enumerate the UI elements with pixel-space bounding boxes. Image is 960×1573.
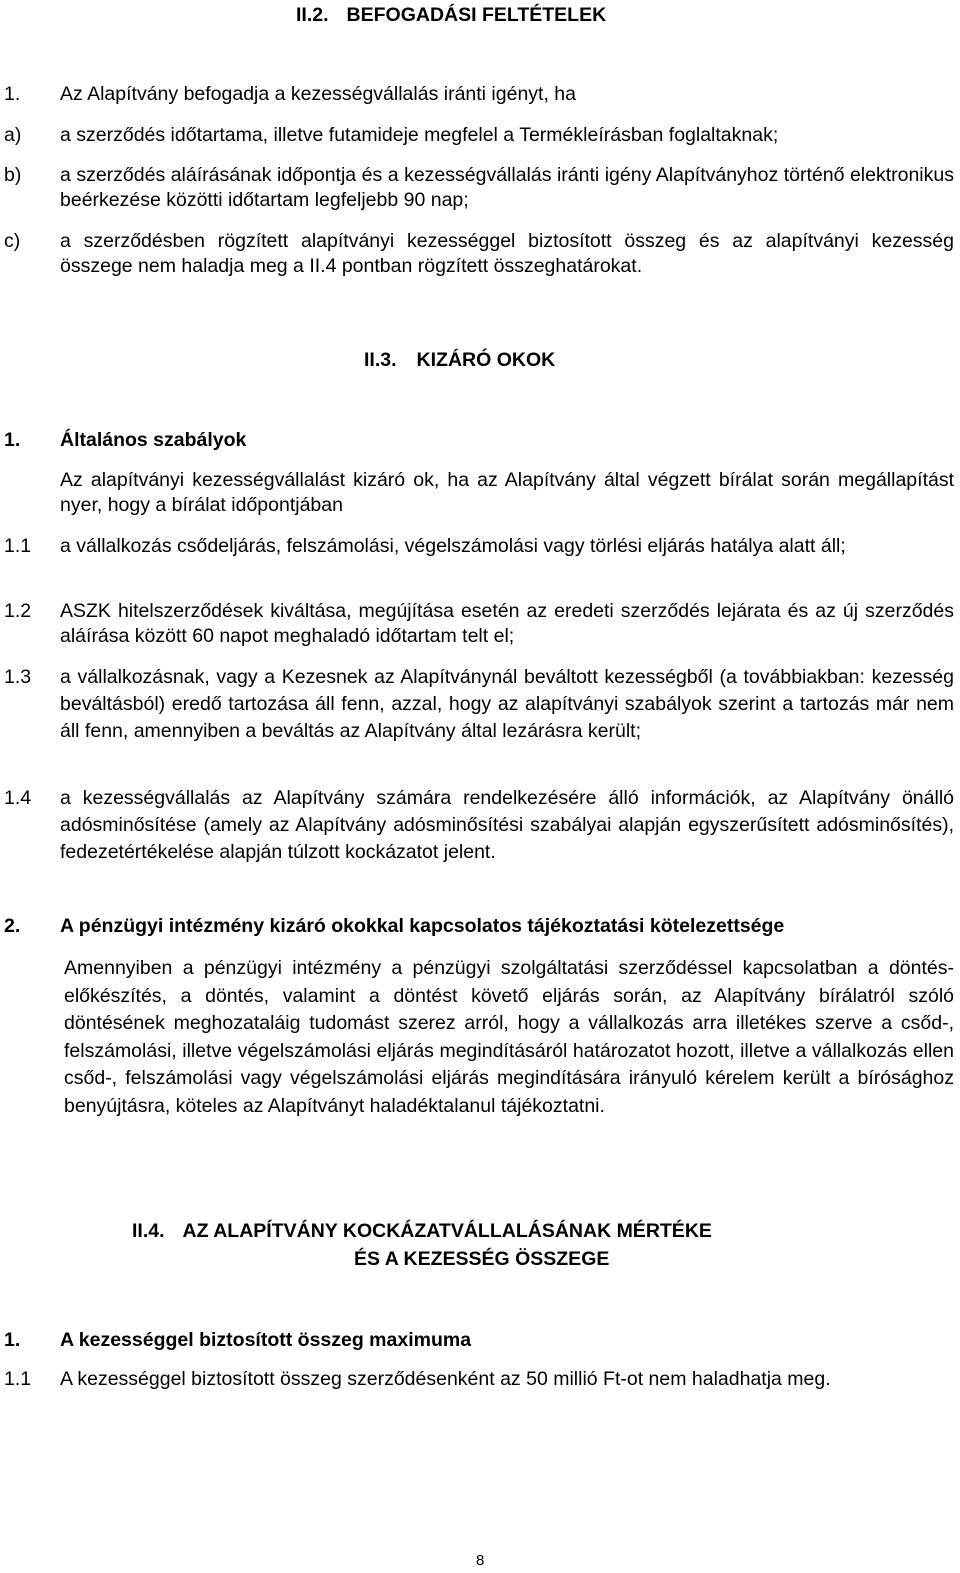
item-label: 1.2	[4, 600, 32, 622]
rule-item-1-1	[4, 534, 954, 559]
section-title: AZ ALAPÍTVÁNY KOCKÁZATVÁLLALÁSÁNAK MÉRTÉKE	[182, 1220, 712, 1242]
condition-c	[4, 229, 954, 279]
item-text: a vállalkozásnak, vagy a Kezesnek az Alapítványnál beváltott kezességből (a továbbiakban: kezesség beváltásból) eredő tartozása áll fenn, azzal, hogy az alapítványi szabályok szerint a tartozás már nem áll fenn, amennyiben a beváltás az Alapítvány által lezárásra került;	[60, 666, 954, 742]
general-rules-intro: Az alapítványi kezességvállalást kizáró ok, ha az Alapítvány által végzett bírálat során megállapítást nyer, hogy a bírálat időpontjában	[60, 469, 954, 516]
item-text: a kezességvállalás az Alapítvány számára rendelkezésére álló információk, az Alapítvány önálló adósminősítése (amely az Alapítvány adósminősítési szabályai alapján egyszerűsített adósminősítés), fedezetértékelése alapján túlzott kockázatot jelent.	[60, 787, 954, 863]
section-heading-2-3	[364, 348, 954, 373]
section-number: II.3.	[364, 349, 397, 371]
item-text: a szerződés aláírásának időpontja és a kezességvállalás iránti igény Alapítványhoz történő elektronikus beérkezése közötti időtartam legfeljebb 90 nap;	[60, 164, 954, 211]
subsection-info-obligation	[4, 914, 954, 939]
item-label: 1.3	[4, 666, 32, 688]
item-text: ASZK hitelszerződések kiváltása, megújítása esetén az eredeti szerződés lejárata és az új szerződés aláírása között 60 napot meghaladó időtartam telt el;	[60, 600, 954, 647]
page-number: 8	[476, 1552, 485, 1569]
item-label: 2.	[4, 915, 21, 937]
item-label: 1.	[4, 83, 21, 105]
section-title-line2: ÉS A KEZESSÉG ÖSSZEGE	[354, 1248, 610, 1270]
maximum-item-1-1	[4, 1367, 954, 1392]
item-text: a vállalkozás csődeljárás, felszámolási, végelszámolási vagy törlési eljárás hatálya alatt áll;	[60, 535, 846, 557]
subsection-maximum	[4, 1328, 954, 1353]
subsection-title: A pénzügyi intézmény kizáró okokkal kapcsolatos tájékoztatási kötelezettsége	[60, 915, 785, 937]
condition-b	[4, 163, 954, 213]
item-label: a)	[4, 124, 22, 146]
intro-item	[4, 82, 954, 107]
item-label: 1.	[4, 429, 21, 451]
section-heading-2-4	[132, 1219, 954, 1244]
item-label: b)	[4, 164, 22, 186]
item-text: a szerződésben rögzített alapítványi kezességgel biztosított összeg és az alapítványi kezesség összege nem haladja meg a II.4 pontban rögzített összeghatárokat.	[60, 230, 954, 277]
item-label: 1.1	[4, 1368, 32, 1390]
section-number: II.4.	[132, 1220, 165, 1242]
condition-a	[4, 123, 954, 148]
subsection-title: Általános szabályok	[60, 429, 247, 451]
item-label: 1.	[4, 1329, 21, 1351]
subsection-general-rules	[4, 428, 954, 453]
item-text: Az Alapítvány befogadja a kezességvállalás iránti igényt, ha	[60, 83, 576, 105]
subsection-title: A kezességgel biztosított összeg maximuma	[60, 1329, 472, 1351]
section-title: KIZÁRÓ OKOK	[416, 349, 556, 371]
section-title: BEFOGADÁSI FELTÉTELEK	[346, 4, 607, 26]
item-text: A kezességgel biztosított összeg szerződésenként az 50 millió Ft-ot nem haladhatja meg.	[60, 1368, 831, 1390]
item-label: c)	[4, 230, 21, 252]
item-label: 1.1	[4, 535, 32, 557]
rule-item-1-3	[4, 664, 954, 745]
section-heading-2-2	[296, 3, 954, 28]
section-number: II.2.	[296, 4, 329, 26]
item-label: 1.4	[4, 787, 32, 809]
item-text: a szerződés időtartama, illetve futamideje megfelel a Termékleírásban foglaltaknak;	[60, 124, 779, 146]
info-obligation-text: Amennyiben a pénzügyi intézmény a pénzügyi szolgáltatási szerződéssel kapcsolatban a döntés-előkészítés, a döntés, valamint a döntést követő eljárás során, az Alapítvány bírálatról szóló döntésének meghozataláig tudomást szerez arról, hogy a vállalkozás arra illetékes szerve a csőd-, felszámolási, illetve végelszámolási eljárás megindításáról határozatot hozott, illetve a vállalkozás ellen csőd-, felszámolási vagy végelszámolási eljárás megindítására irányuló kérelem került a bírósághoz benyújtásra, köteles az Alapítványt haladéktalanul tájékoztatni.	[64, 957, 954, 1117]
rule-item-1-4	[4, 785, 954, 866]
rule-item-1-2	[4, 599, 954, 649]
